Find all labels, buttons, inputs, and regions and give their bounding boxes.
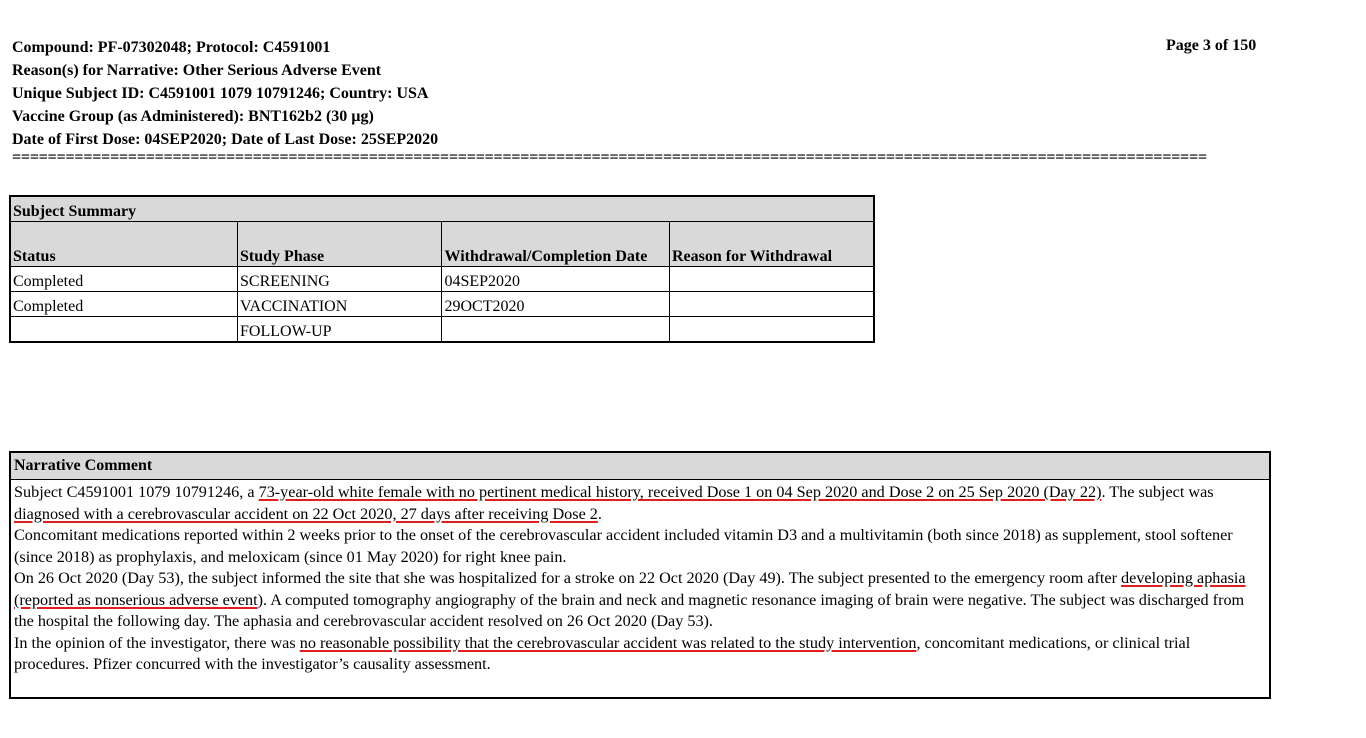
subject-summary-title: Subject Summary xyxy=(10,196,874,222)
narrative-text: , concomitant medications, or clinical trial procedures. Pfizer concurred with the investigator’s causality assessment. xyxy=(14,633,1191,673)
page-number: Page 3 of 150 xyxy=(1166,37,1257,54)
annotated-underline-text: no reasonable possibility that the cerebrovascular accident was related to the study intervention xyxy=(299,633,917,652)
narrative-paragraph xyxy=(14,568,1266,633)
table-row xyxy=(10,267,874,292)
reason-for-narrative-line: Reason(s) for Narrative: Other Serious Adverse Event xyxy=(12,62,382,79)
narrative-paragraph xyxy=(14,633,1266,676)
table-header-row xyxy=(10,222,874,267)
vaccine-group-line: Vaccine Group (as Administered): BNT162b2 (30 µg) xyxy=(12,108,374,125)
separator-rule: ====================================================================================================================================== xyxy=(12,151,1207,165)
narrative-text: . xyxy=(597,504,602,523)
column-header-study-phase: Study Phase xyxy=(238,222,442,267)
narrative-text: In the opinion of the investigator, there was xyxy=(14,633,300,652)
document-header xyxy=(12,36,438,151)
study-phase-cell: FOLLOW-UP xyxy=(238,317,442,343)
narrative-text: ). A computed tomography angiography of the brain and neck and magnetic resonance imaging of brain were negative. The subject was discharged from the hospital the following day. The aphasia and cerebrovascular accident resolved on 26 Oct 2020 (Day 53). xyxy=(14,590,1245,630)
study-phase-cell: SCREENING xyxy=(238,267,442,292)
reason-cell xyxy=(670,317,875,343)
table-row xyxy=(10,317,874,343)
status-cell: Completed xyxy=(10,292,238,317)
study-phase-cell: VACCINATION xyxy=(238,292,442,317)
narrative-text: On 26 Oct 2020 (Day 53), the subject informed the site that she was hospitalized for a stroke on 22 Oct 2020 (Day 49). The subject presented to the emergency room after xyxy=(14,569,1122,587)
narrative-body xyxy=(11,480,1269,676)
subject-summary-table xyxy=(9,195,875,343)
annotated-underline-text: developing aphasia (reported as nonserious adverse event xyxy=(14,569,1246,609)
status-cell xyxy=(10,317,238,343)
narrative-comment-box xyxy=(9,451,1271,699)
narrative-text: Subject C4591001 1079 10791246, a xyxy=(14,483,259,501)
reason-cell xyxy=(670,267,875,292)
subject-id-line: Unique Subject ID: C4591001 1079 10791246; Country: USA xyxy=(12,85,429,102)
date-cell: 04SEP2020 xyxy=(442,267,670,292)
date-cell xyxy=(442,317,670,343)
date-cell: 29OCT2020 xyxy=(442,292,670,317)
narrative-comment-title: Narrative Comment xyxy=(11,453,1269,480)
status-cell: Completed xyxy=(10,267,238,292)
column-header-reason: Reason for Withdrawal xyxy=(670,222,875,267)
dose-dates-line: Date of First Dose: 04SEP2020; Date of Last Dose: 25SEP2020 xyxy=(12,131,439,148)
table-row xyxy=(10,292,874,317)
annotated-underline-text: diagnosed with a cerebrovascular accident on 22 Oct 2020, 27 days after receiving Dose 2 xyxy=(14,504,598,523)
narrative-text: . The subject was xyxy=(1101,483,1214,501)
annotated-underline-text: 73-year-old white female with no pertinent medical history, received Dose 1 on 04 Sep 2020 and Dose 2 on 25 Sep 2020 (Day 22) xyxy=(258,483,1102,501)
column-header-withdrawal-date: Withdrawal/Completion Date xyxy=(442,222,670,267)
narrative-paragraph xyxy=(14,482,1266,525)
reason-cell xyxy=(670,292,875,317)
column-header-status: Status xyxy=(10,222,238,267)
compound-protocol-line: Compound: PF-07302048; Protocol: C4591001 xyxy=(12,39,331,56)
narrative-paragraph: Concomitant medications reported within 2 weeks prior to the onset of the cerebrovascular accident included vitamin D3 and a multivitamin (both since 2018) as supplement, stool softener (since 2018) as prophylaxis, and meloxicam (since 01 May 2020) for right knee pain. xyxy=(14,526,1233,566)
